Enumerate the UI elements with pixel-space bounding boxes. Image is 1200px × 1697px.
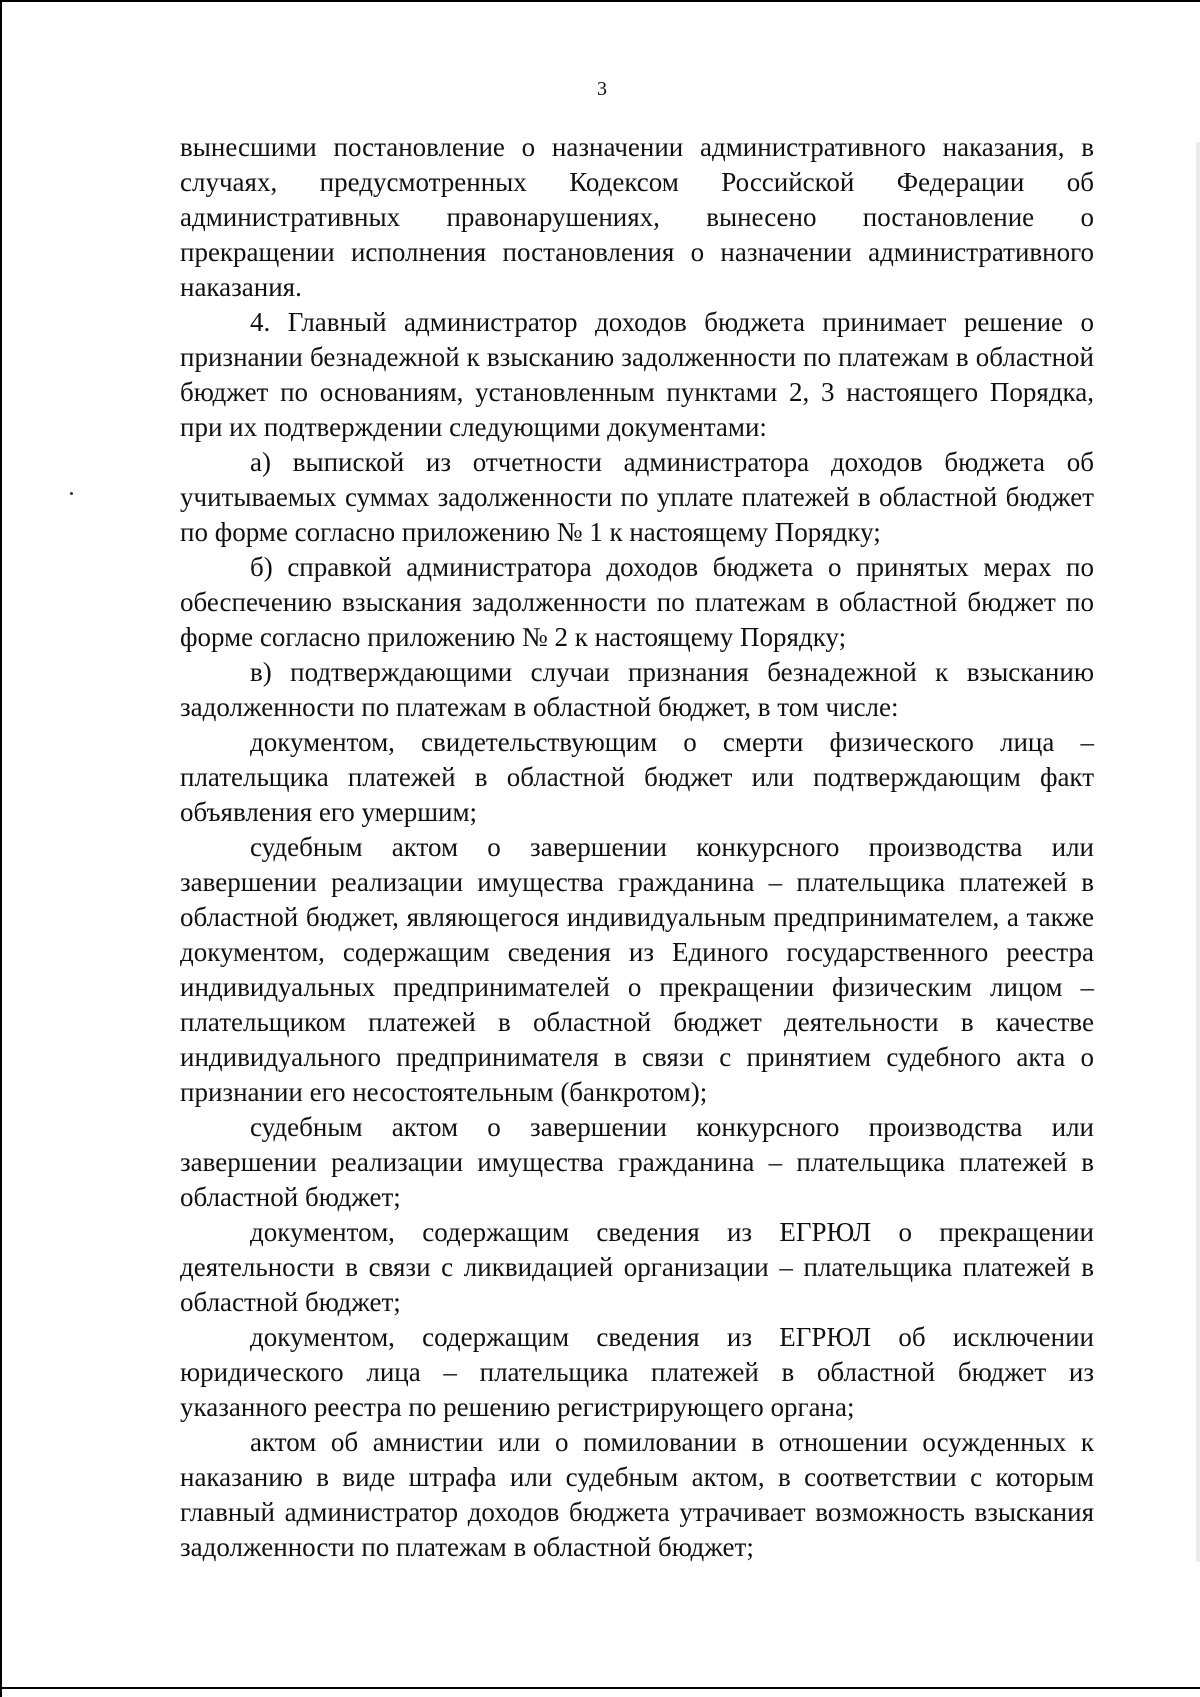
paragraph-subitem-v: в) подтверждающими случаи признания безнадежной к взысканию задолженности по платежам в областной бюджет, в том числе: <box>180 657 1094 722</box>
scan-bottom-edge <box>2 1687 1200 1689</box>
paragraph-death-document: документом, свидетельствующим о смерти физического лица – плательщика платежей в областной бюджет или подтверждающим факт объявления его умершим; <box>180 727 1094 827</box>
paragraph-subitem-a: а) выпиской из отчетности администратора доходов бюджета об учитываемых суммах задолженности по уплате платежей в областной бюджет по форме согласно приложению № 1 к настоящему Порядку; <box>180 447 1094 547</box>
page-number: 3 <box>597 78 607 100</box>
scan-artifact <box>70 492 73 495</box>
paragraph-bankruptcy-citizen: судебным актом о завершении конкурсного производства или завершении реализации имущества гражданина – плательщика платежей в областной бюджет; <box>180 1112 1094 1212</box>
paragraph-liquidation: документом, содержащим сведения из ЕГРЮЛ о прекращении деятельности в связи с ликвидацией организации – плательщика платежей в областной бюджет; <box>180 1217 1094 1317</box>
paragraph-item-4: 4. Главный администратор доходов бюджета принимает решение о признании безнадежной к взысканию задолженности по платежам в областной бюджет по основаниям, установленным пунктами 2, 3 настоящего Порядка, при их подтверждении следующими документами: <box>180 307 1094 442</box>
scan-edge-shadow <box>1196 142 1200 1562</box>
document-body <box>180 130 1094 1565</box>
paragraph-amnesty: актом об амнистии или о помиловании в отношении осужденных к наказанию в виде штрафа или судебным актом, в соответствии с которым главный администратор доходов бюджета утрачивает возможность взыскания задолженности по платежам в областной бюджет; <box>180 1427 1094 1562</box>
paragraph-bankruptcy-entrepreneur: судебным актом о завершении конкурсного производства или завершении реализации имущества гражданина – плательщика платежей в областной бюджет, являющегося индивидуальным предпринимателем, а также документом, содержащим сведения из Единого государственного реестра индивидуальных предпринимателей о прекращении физическим лицом – плательщиком платежей в областной бюджет деятельности в качестве индивидуального предпринимателя в связи с принятием судебного акта о признании его несостоятельным (банкротом); <box>180 832 1094 1107</box>
paragraph-exclusion: документом, содержащим сведения из ЕГРЮЛ об исключении юридического лица – плательщика платежей в областной бюджет из указанного реестра по решению регистрирующего органа; <box>180 1322 1094 1422</box>
paragraph-subitem-b: б) справкой администратора доходов бюджета о принятых мерах по обеспечению взыскания задолженности по платежам в областной бюджет по форме согласно приложению № 2 к настоящему Порядку; <box>180 552 1094 652</box>
paragraph-continuation: вынесшими постановление о назначении административного наказания, в случаях, предусмотренных Кодексом Российской Федерации об административных правонарушениях, вынесено постановление о прекращении исполнения постановления о назначении административного наказания. <box>180 132 1094 302</box>
